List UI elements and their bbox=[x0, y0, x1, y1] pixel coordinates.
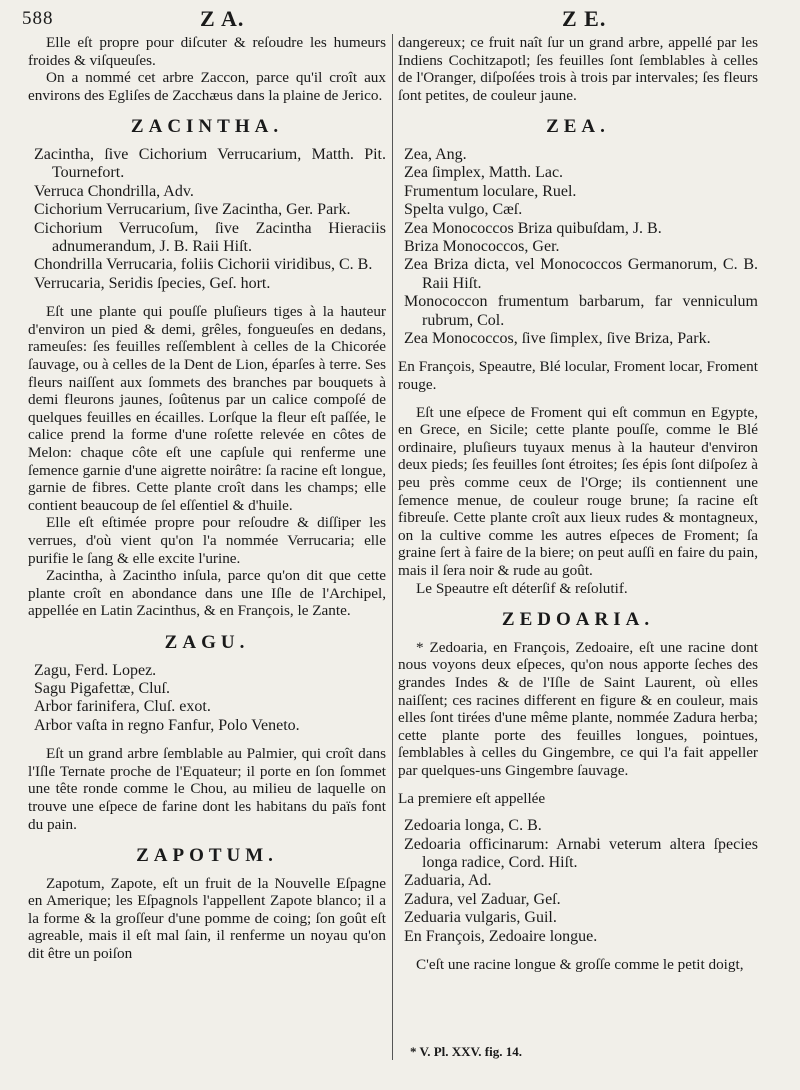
body-paragraph: Eſt une plante qui pouſſe pluſieurs tiges à la hauteur d'environ un pied & demi, grêles, fongueuſes en dedans, rameuſes: ſes feuilles reſſemblent à celles de la Chicorée ſauvage, ou à celles de la Dent de Lion, éparſes à terre. Ses fleurs naiſſent aux ſommets des branches par bouquets à demi fleurons jaunes, ſoûtenus par un calice compoſé de quelques feuilles en écailles. Lorſque la fleur eſt paſſée, le calice prend la forme d'une roſette relevée en côtes de Melon: chaque côte eſt une capſule qui renferme une ſemence garnie d'une aigrette noirâtre: ſa racine eſt longue, garnie de fibres. Cette plante croît dans les champs; elle contient beaucoup de ſel eſſentiel & d'huile. bbox=[28, 303, 386, 514]
synonym-line: Monococcon frumentum barbarum, far venniculum rubrum, Col. bbox=[404, 293, 758, 329]
synonym-line: Zea Briza dicta, vel Monococcos Germanorum, C. B. Raii Hiſt. bbox=[404, 256, 758, 292]
synonym-line: Zeduaria vulgaris, Guil. bbox=[404, 909, 557, 927]
synonym-line: Cichorium Verrucarium, ſive Zacintha, Ger. Park. bbox=[34, 201, 351, 219]
section-title-zapotum: ZAPOTUM. bbox=[136, 845, 278, 867]
body-paragraph: Zacintha, à Zacintho inſula, parce qu'on dit que cette plante croît en abondance dans une Iſle de l'Archipel, appellée en Latin Zacinthus, & en François, le Zante. bbox=[28, 567, 386, 620]
synonym-line: Zedoaria officinarum: Arnabi veterum altera ſpecies longa radice, Cord. Hiſt. bbox=[404, 835, 758, 871]
footnote: * V. Pl. XXV. fig. 14. bbox=[410, 1044, 522, 1059]
subheading: La premiere eſt appellée bbox=[398, 789, 546, 807]
synonym-line: Cichorium Verrucoſum, ſive Zacintha Hieraciis adnumerandum, J. B. Raii Hiſt. bbox=[34, 219, 386, 255]
body-paragraph: Eſt un grand arbre ſemblable au Palmier, qui croît dans l'Iſle Ternate proche de l'Equateur; il porte en ſon ſommet une tête ronde comme le Chou, au milieu de laquelle on trouve une eſpece de farine dont les habitans du païs font du pain. bbox=[28, 745, 386, 833]
section-title-zagu: ZAGU. bbox=[164, 631, 250, 653]
synonym-line: Spelta vulgo, Cæſ. bbox=[404, 201, 523, 219]
column-divider bbox=[392, 34, 393, 1060]
synonym-line: Briza Monococcos, Ger. bbox=[404, 238, 560, 255]
synonym-line: En François, Zedoaire longue. bbox=[404, 927, 598, 945]
right-running-head: Z E. bbox=[562, 6, 607, 31]
synonym-line: Chondrilla Verrucaria, foliis Cichorii viridibus, C. B. bbox=[34, 256, 373, 274]
synonym-line: Zea ſimplex, Matth. Lac. bbox=[404, 164, 564, 182]
intro-paragraph: Elle eſt propre pour diſcuter & reſoudre les humeurs froides & viſqueuſes. bbox=[28, 34, 386, 69]
french-names: En François, Speautre, Blé locular, Froment locar, Froment rouge. bbox=[398, 358, 758, 394]
synonym-line: Zea, Ang. bbox=[404, 145, 467, 163]
synonym-line: Arbor vaſta in regno Fanfur, Polo Veneto. bbox=[34, 716, 300, 734]
synonym-line: Zacintha, ſive Cichorium Verrucarium, Matth. Pit. Tournefort. bbox=[34, 145, 386, 182]
synonym-line: Zaduaria, Ad. bbox=[404, 872, 492, 890]
synonym-line: Zedoaria longa, C. B. bbox=[404, 817, 542, 835]
continued-paragraph: dangereux; ce fruit naît ſur un grand arbre, appellé par les Indiens Cochitzapotl; ſes feuilles ſont ſemblables à celles de l'Oranger, diſpoſées trois à trois par intervales; ſes fleurs ſont petites, de couleur jaune. bbox=[398, 34, 758, 104]
synonym-line: Zadura, vel Zaduar, Geſ. bbox=[404, 890, 561, 908]
synonym-line: Arbor farinifera, Cluſ. exot. bbox=[34, 698, 211, 716]
synonym-line: Verruca Chondrilla, Adv. bbox=[34, 182, 194, 200]
page-number: 588 bbox=[22, 8, 54, 29]
body-paragraph: Zapotum, Zapote, eſt un fruit de la Nouvelle Eſpagne en Amerique; les Eſpagnols l'appellent Zapote blanco; il a la forme & la groſſeur d'une pomme de coing; ſon goût eſt agreable, mais il eſt mal ſain, il renferme un noyau qu'on dit être un poiſon bbox=[28, 874, 386, 963]
section-title-zacintha: ZACINTHA. bbox=[130, 116, 284, 138]
body-paragraph: Eſt une eſpece de Froment qui eſt commun en Egypte, en Grece, en Sicile; cette plante pouſſe, comme le Blé ordinaire, pluſieurs tuyaux menus à la hauteur d'environ deux pieds; ſes feuilles ſont étroites; ſes épis ſont diſpoſez à peu près comme ceux de l'Orge; ils contiennent une ſemence menue, de couleur rouge brune; ſa racine eſt fibreuſe. Cette plante croît aux lieux rudes & montagneux, on la cultive comme les autres eſpeces de Froment; ſa graine ſert à faire de la biere; on peut auſſi en faire du pain, mais il ſera noir & rude au goût. bbox=[398, 403, 758, 579]
body-paragraph: Le Speautre eſt déterſif & reſolutif. bbox=[416, 579, 628, 597]
synonym-line: Frumentum loculare, Ruel. bbox=[404, 182, 577, 200]
synonym-line: Zagu, Ferd. Lopez. bbox=[34, 661, 157, 679]
synonym-line: Zea Monococcos, ſive ſimplex, ſive Briza, Park. bbox=[404, 330, 711, 348]
intro-paragraph: On a nommé cet arbre Zaccon, parce qu'il croît aux environs des Egliſes de Zacchæus dans la plaine de Jerico. bbox=[28, 69, 386, 104]
section-title-zea: ZEA. bbox=[546, 116, 610, 138]
synonym-line: Zea Monococcos Briza quibuſdam, J. B. bbox=[404, 219, 662, 237]
body-paragraph: Elle eſt eſtimée propre pour reſoudre & diſſiper les verrues, d'où vient qu'on l'a nommée Verrucaria; elle purifie le ſang & elle excite l'urine. bbox=[28, 514, 386, 567]
right-column bbox=[398, 34, 758, 974]
left-column bbox=[28, 34, 386, 963]
closing-paragraph: C'eſt une racine longue & groſſe comme le petit doigt, bbox=[416, 955, 744, 973]
left-running-head: Z A. bbox=[200, 6, 245, 31]
body-paragraph: * Zedoaria, en François, Zedoaire, eſt une racine dont nous voyons deux eſpeces, qu'on nous apporte ſeches des grandes Indes & de l'Iſle de Saint Laurent, où elles naiſſent; ces racines different en figure & en couleur, mais elles ſont tirées d'une même plante, nommée Zadura herba; cette plante porte des feuilles longues, pointues, ſemblables à celles du Gingembre, ce qui l'a fait appeller par quelques-uns Gingembre ſauvage. bbox=[398, 638, 758, 779]
synonym-line: Verrucaria, Seridis ſpecies, Geſ. hort. bbox=[34, 274, 271, 292]
synonym-line: Sagu Pigafettæ, Cluſ. bbox=[34, 679, 170, 697]
section-title-zedoaria: ZEDOARIA. bbox=[501, 609, 655, 631]
